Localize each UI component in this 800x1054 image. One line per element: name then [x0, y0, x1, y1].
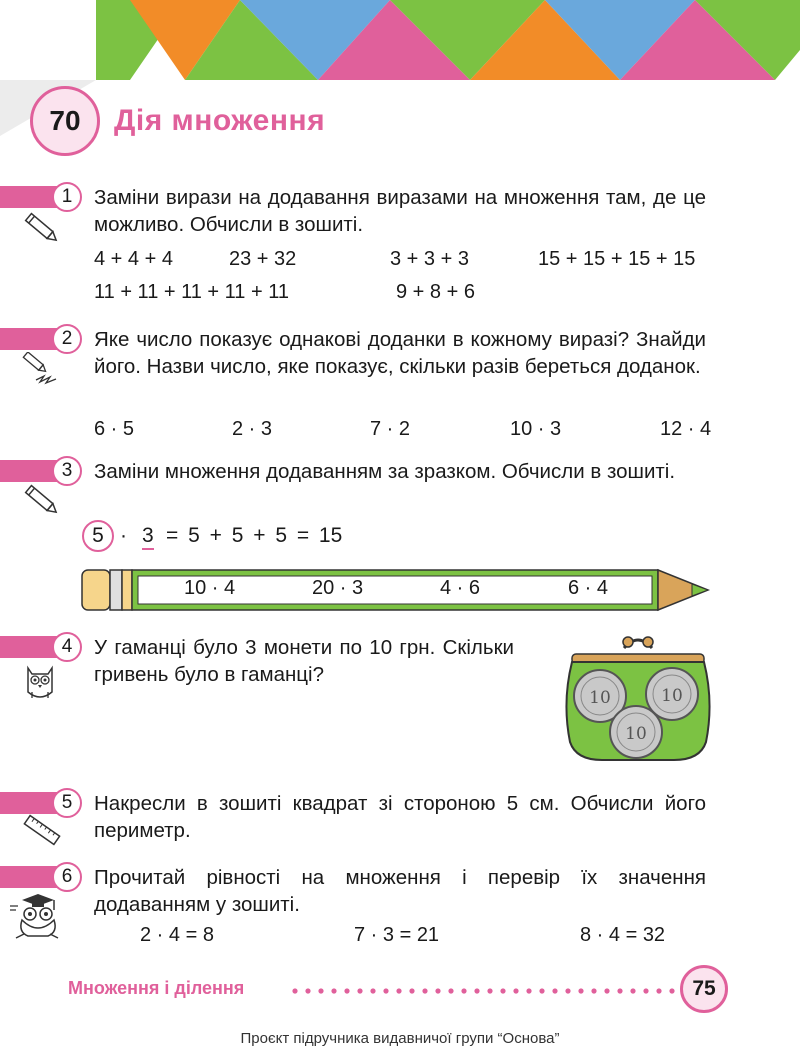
- expression: 9 + 8 + 6: [396, 281, 475, 303]
- svg-text:10: 10: [625, 724, 647, 744]
- lesson-header: [30, 86, 325, 156]
- expression: 15 + 15 + 15 + 15: [538, 248, 696, 270]
- page-number: 75: [680, 965, 728, 1013]
- expression: 12 · 4: [660, 418, 712, 440]
- lesson-number: 70: [30, 86, 100, 156]
- expression: 23 + 32: [229, 248, 297, 270]
- expression: 4 + 4 + 4: [94, 248, 173, 270]
- pencil-expression: 6 · 4: [568, 577, 609, 599]
- coin: [610, 706, 662, 758]
- task-number: 6: [52, 862, 82, 892]
- equality: 7 · 3 = 21: [354, 924, 440, 946]
- pencil-expression: 20 · 3: [312, 577, 364, 599]
- example-result: = 5 + 5 + 5 = 15: [166, 524, 343, 547]
- svg-text:10: 10: [661, 686, 683, 706]
- pencil-icon: [22, 484, 62, 518]
- pencil-expression: 4 · 6: [440, 577, 481, 599]
- task-number: 5: [52, 788, 82, 818]
- section-title: Множення і ділення: [68, 978, 245, 998]
- expression: 6 · 5: [94, 418, 135, 440]
- frog-icon: [8, 892, 66, 942]
- task-text: Заміни вирази на додавання виразами на множення там, де це можливо. Обчисли в зошиті.: [94, 186, 706, 236]
- ruler-icon: [22, 814, 62, 846]
- example-times: 3: [142, 524, 154, 550]
- pencil-icon: [22, 212, 62, 246]
- owl-icon: [22, 662, 58, 702]
- purse-illustration: [562, 632, 714, 764]
- task-number: 3: [52, 456, 82, 486]
- expression: 3 + 3 + 3: [390, 248, 469, 270]
- task-text: Заміни множення додаванням за зразком. Обчисли в зошиті.: [94, 460, 676, 483]
- example-addend: 5: [82, 520, 114, 552]
- pencil-expression: 10 · 4: [184, 577, 236, 599]
- expression: 7 · 2: [370, 418, 411, 440]
- equality: 8 · 4 = 32: [580, 924, 666, 946]
- svg-text:10: 10: [589, 688, 611, 708]
- task-text: Яке число показує однакові доданки в кожному виразі? Знайди його. Назви число, яке показує, скільки разів береться доданок.: [94, 328, 706, 378]
- expression: 11 + 11 + 11 + 11 + 11: [94, 281, 289, 303]
- equality: 2 · 4 = 8: [140, 924, 214, 946]
- publisher-note: Проєкт підручника видавничої групи “Основа”: [240, 1030, 560, 1047]
- decorative-banner: [0, 0, 800, 80]
- pencil-scribble-icon: [22, 352, 62, 388]
- pencil-illustration: [80, 568, 710, 612]
- task-text: Накресли в зошиті квадрат зі стороною 5 см. Обчисли його периметр.: [94, 792, 706, 842]
- task-text: Прочитай рівності на множення і перевір їх значення додаванням у зошиті.: [94, 866, 706, 916]
- multiply-dot: ·: [120, 524, 127, 547]
- task-number: 4: [52, 632, 82, 662]
- task-number: 2: [52, 324, 82, 354]
- task-text: У гаманці було 3 монети по 10 грн. Скільки гривень було в гаманці?: [94, 636, 514, 686]
- task-number: 1: [52, 182, 82, 212]
- lesson-title: Дія множення: [114, 104, 326, 137]
- dotted-leader: [290, 986, 676, 996]
- expression: 2 · 3: [232, 418, 273, 440]
- expression: 10 · 3: [510, 418, 562, 440]
